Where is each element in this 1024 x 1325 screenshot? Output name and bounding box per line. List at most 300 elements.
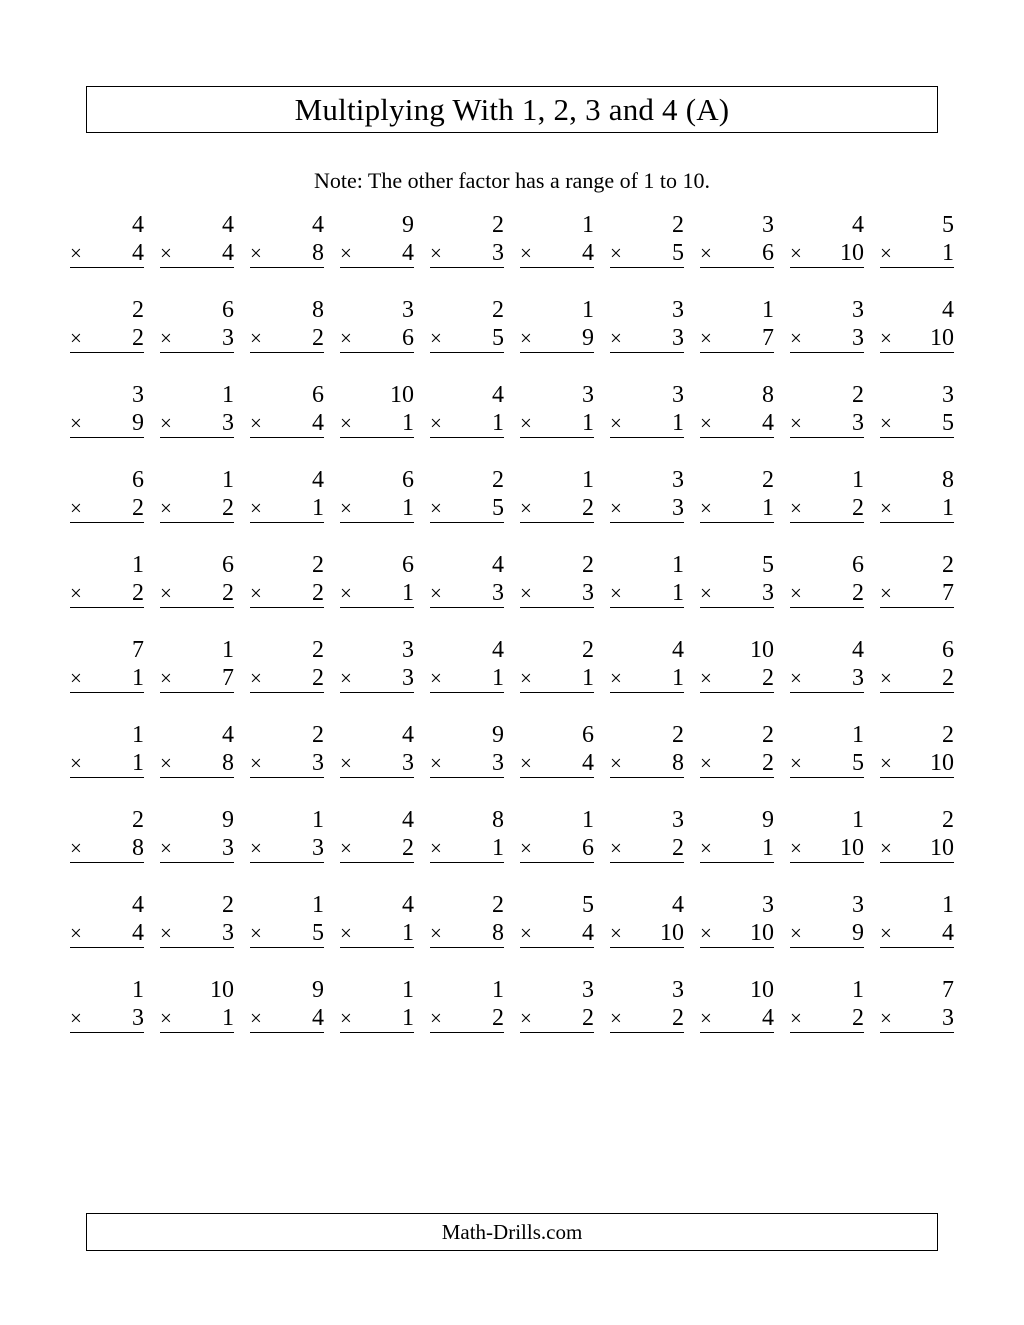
problem-bottom-factor: 8 — [492, 920, 504, 946]
problem-cell — [332, 637, 422, 722]
problem-top-factor: 6 — [402, 552, 414, 578]
multiply-operator-icon: × — [520, 921, 532, 945]
problem-bottom-factor: 1 — [582, 410, 594, 436]
multiply-operator-icon: × — [610, 836, 622, 860]
problem-cell — [602, 552, 692, 637]
problem-bottom-line — [70, 325, 144, 353]
problem-bottom-factor: 5 — [852, 750, 864, 776]
problem-cell — [512, 722, 602, 807]
problem-cell — [62, 382, 152, 467]
problem-cell — [692, 297, 782, 382]
problem-top-factor: 1 — [132, 722, 144, 748]
note-text: Note: The other factor has a range of 1 to 10. — [313, 168, 711, 193]
problem-bottom-line — [160, 240, 234, 268]
problem-bottom-factor: 2 — [582, 1005, 594, 1031]
footer-attribution: Math-Drills.com — [441, 1219, 583, 1244]
problem-bottom-factor: 3 — [222, 835, 234, 861]
multiply-operator-icon: × — [250, 836, 262, 860]
title-box — [86, 86, 938, 133]
problem-top-factor: 2 — [312, 552, 324, 578]
problem-cell — [692, 552, 782, 637]
multiply-operator-icon: × — [610, 666, 622, 690]
problem-top-factor: 1 — [672, 552, 684, 578]
multiply-operator-icon: × — [520, 1006, 532, 1030]
problem-bottom-factor: 3 — [852, 410, 864, 436]
problem-cell — [872, 892, 962, 977]
problem-bottom-line — [880, 325, 954, 353]
problem-top-factor: 5 — [942, 212, 954, 238]
problem-top-factor: 3 — [942, 382, 954, 408]
problem-bottom-line — [250, 325, 324, 353]
multiply-operator-icon: × — [880, 666, 892, 690]
problem-bottom-line — [610, 1005, 684, 1033]
problem-top-factor: 6 — [132, 467, 144, 493]
problem-bottom-line — [160, 750, 234, 778]
problem-cell — [692, 637, 782, 722]
problem-cell — [422, 212, 512, 297]
problem-bottom-line — [70, 920, 144, 948]
multiply-operator-icon: × — [700, 751, 712, 775]
problem-bottom-line — [520, 665, 594, 693]
problem-top-factor: 5 — [582, 892, 594, 918]
problem-top-factor: 3 — [672, 297, 684, 323]
problem-bottom-line — [430, 750, 504, 778]
problem-cell — [332, 892, 422, 977]
problem-bottom-line — [250, 1005, 324, 1033]
multiply-operator-icon: × — [790, 581, 802, 605]
problem-cell — [782, 297, 872, 382]
problem-bottom-factor: 1 — [762, 835, 774, 861]
problem-bottom-line — [880, 1005, 954, 1033]
multiply-operator-icon: × — [70, 326, 82, 350]
multiply-operator-icon: × — [520, 411, 532, 435]
problem-bottom-line — [250, 920, 324, 948]
problem-bottom-line — [430, 835, 504, 863]
problem-cell — [242, 297, 332, 382]
problem-cell — [872, 977, 962, 1062]
problem-bottom-factor: 2 — [132, 325, 144, 351]
problem-bottom-line — [430, 410, 504, 438]
multiply-operator-icon: × — [250, 666, 262, 690]
problem-cell — [512, 212, 602, 297]
problem-row — [62, 297, 962, 382]
problem-cell — [692, 892, 782, 977]
problem-bottom-line — [880, 750, 954, 778]
problem-top-factor: 3 — [582, 977, 594, 1003]
problem-bottom-factor: 3 — [492, 240, 504, 266]
problem-bottom-factor: 1 — [402, 410, 414, 436]
problem-cell — [872, 637, 962, 722]
problem-top-factor: 3 — [402, 297, 414, 323]
problem-bottom-factor: 3 — [672, 495, 684, 521]
problem-cell — [422, 807, 512, 892]
multiply-operator-icon: × — [250, 751, 262, 775]
problem-top-factor: 4 — [492, 382, 504, 408]
problem-cell — [512, 807, 602, 892]
problem-bottom-line — [880, 495, 954, 523]
problem-bottom-line — [700, 495, 774, 523]
problem-bottom-line — [610, 410, 684, 438]
problem-cell — [242, 977, 332, 1062]
problem-cell — [782, 892, 872, 977]
problem-bottom-factor: 7 — [942, 580, 954, 606]
multiply-operator-icon: × — [880, 326, 892, 350]
problem-bottom-line — [340, 325, 414, 353]
problem-cell — [332, 212, 422, 297]
problem-top-factor: 8 — [312, 297, 324, 323]
problem-bottom-factor: 5 — [672, 240, 684, 266]
problem-cell — [782, 637, 872, 722]
problem-cell — [872, 297, 962, 382]
problem-top-factor: 1 — [312, 807, 324, 833]
problem-bottom-line — [610, 920, 684, 948]
multiply-operator-icon: × — [610, 496, 622, 520]
problem-bottom-line — [340, 580, 414, 608]
multiply-operator-icon: × — [700, 411, 712, 435]
problem-cell — [62, 807, 152, 892]
problem-top-factor: 3 — [672, 807, 684, 833]
problem-top-factor: 4 — [402, 892, 414, 918]
problem-bottom-factor: 10 — [930, 325, 954, 351]
problem-top-factor: 4 — [942, 297, 954, 323]
problem-bottom-line — [340, 835, 414, 863]
multiply-operator-icon: × — [70, 1006, 82, 1030]
multiply-operator-icon: × — [160, 581, 172, 605]
problem-top-factor: 2 — [942, 722, 954, 748]
problem-top-factor: 1 — [852, 977, 864, 1003]
multiply-operator-icon: × — [160, 836, 172, 860]
problem-bottom-factor: 1 — [132, 665, 144, 691]
problem-bottom-line — [520, 495, 594, 523]
multiply-operator-icon: × — [790, 836, 802, 860]
problem-top-factor: 1 — [402, 977, 414, 1003]
problem-bottom-factor: 2 — [312, 665, 324, 691]
multiply-operator-icon: × — [160, 1006, 172, 1030]
problem-top-factor: 4 — [402, 807, 414, 833]
problem-top-factor: 3 — [582, 382, 594, 408]
problem-bottom-factor: 9 — [132, 410, 144, 436]
problem-bottom-line — [430, 665, 504, 693]
problem-top-factor: 1 — [582, 807, 594, 833]
problem-top-factor: 10 — [750, 637, 774, 663]
multiply-operator-icon: × — [430, 751, 442, 775]
multiply-operator-icon: × — [520, 666, 532, 690]
problem-bottom-factor: 2 — [852, 580, 864, 606]
multiply-operator-icon: × — [340, 411, 352, 435]
problem-bottom-factor: 8 — [312, 240, 324, 266]
multiply-operator-icon: × — [160, 666, 172, 690]
problem-bottom-line — [700, 665, 774, 693]
multiply-operator-icon: × — [700, 241, 712, 265]
multiply-operator-icon: × — [610, 1006, 622, 1030]
problem-bottom-line — [880, 580, 954, 608]
problem-cell — [782, 467, 872, 552]
problem-cell — [242, 552, 332, 637]
problem-top-factor: 8 — [492, 807, 504, 833]
problem-top-factor: 10 — [210, 977, 234, 1003]
problem-bottom-line — [430, 325, 504, 353]
problem-bottom-line — [430, 1005, 504, 1033]
problem-cell — [62, 467, 152, 552]
problem-bottom-factor: 10 — [660, 920, 684, 946]
problem-bottom-factor: 2 — [312, 580, 324, 606]
problem-top-factor: 3 — [672, 382, 684, 408]
problem-cell — [512, 552, 602, 637]
problem-bottom-line — [70, 1005, 144, 1033]
problem-bottom-line — [250, 665, 324, 693]
multiply-operator-icon: × — [340, 581, 352, 605]
problem-top-factor: 6 — [582, 722, 594, 748]
problem-bottom-factor: 3 — [672, 325, 684, 351]
problem-bottom-factor: 5 — [492, 325, 504, 351]
multiply-operator-icon: × — [790, 241, 802, 265]
problem-bottom-factor: 3 — [312, 750, 324, 776]
multiply-operator-icon: × — [250, 326, 262, 350]
problem-bottom-factor: 3 — [402, 750, 414, 776]
problem-top-factor: 6 — [312, 382, 324, 408]
problem-bottom-line — [880, 240, 954, 268]
problem-top-factor: 1 — [582, 297, 594, 323]
problem-cell — [152, 382, 242, 467]
problem-cell — [422, 892, 512, 977]
problem-cell — [872, 382, 962, 467]
multiply-operator-icon: × — [520, 326, 532, 350]
problem-top-factor: 5 — [762, 552, 774, 578]
problem-cell — [602, 807, 692, 892]
problem-bottom-line — [250, 580, 324, 608]
problem-cell — [62, 892, 152, 977]
problem-top-factor: 8 — [942, 467, 954, 493]
multiply-operator-icon: × — [880, 836, 892, 860]
problem-bottom-line — [880, 920, 954, 948]
problem-top-factor: 3 — [672, 467, 684, 493]
problem-cell — [332, 297, 422, 382]
multiply-operator-icon: × — [160, 411, 172, 435]
multiply-operator-icon: × — [520, 836, 532, 860]
problem-grid — [62, 212, 962, 1062]
problem-row — [62, 977, 962, 1062]
problem-bottom-factor: 2 — [132, 495, 144, 521]
problem-top-factor: 1 — [852, 722, 864, 748]
problem-bottom-line — [790, 835, 864, 863]
problem-bottom-factor: 3 — [852, 665, 864, 691]
multiply-operator-icon: × — [430, 496, 442, 520]
problem-bottom-factor: 2 — [672, 835, 684, 861]
problem-bottom-factor: 5 — [492, 495, 504, 521]
problem-bottom-factor: 6 — [582, 835, 594, 861]
problem-top-factor: 10 — [390, 382, 414, 408]
problem-top-factor: 2 — [132, 297, 144, 323]
problem-bottom-line — [430, 920, 504, 948]
multiply-operator-icon: × — [70, 241, 82, 265]
multiply-operator-icon: × — [880, 411, 892, 435]
problem-bottom-line — [160, 920, 234, 948]
multiply-operator-icon: × — [250, 581, 262, 605]
problem-bottom-line — [160, 580, 234, 608]
problem-bottom-factor: 10 — [750, 920, 774, 946]
multiply-operator-icon: × — [700, 581, 712, 605]
problem-bottom-factor: 3 — [942, 1005, 954, 1031]
problem-cell — [422, 637, 512, 722]
multiply-operator-icon: × — [70, 496, 82, 520]
problem-bottom-factor: 10 — [930, 750, 954, 776]
multiply-operator-icon: × — [430, 326, 442, 350]
problem-bottom-factor: 10 — [840, 835, 864, 861]
problem-bottom-factor: 4 — [132, 920, 144, 946]
problem-bottom-line — [880, 835, 954, 863]
problem-bottom-factor: 2 — [492, 1005, 504, 1031]
problem-bottom-line — [610, 325, 684, 353]
problem-bottom-factor: 3 — [852, 325, 864, 351]
problem-bottom-factor: 3 — [762, 580, 774, 606]
problem-bottom-factor: 4 — [762, 1005, 774, 1031]
problem-cell — [152, 977, 242, 1062]
problem-top-factor: 2 — [672, 212, 684, 238]
multiply-operator-icon: × — [430, 836, 442, 860]
problem-cell — [152, 297, 242, 382]
problem-cell — [152, 892, 242, 977]
multiply-operator-icon: × — [610, 921, 622, 945]
problem-top-factor: 8 — [762, 382, 774, 408]
problem-cell — [62, 722, 152, 807]
problem-bottom-factor: 4 — [582, 920, 594, 946]
problem-top-factor: 9 — [312, 977, 324, 1003]
problem-top-factor: 3 — [762, 892, 774, 918]
problem-bottom-line — [70, 835, 144, 863]
problem-top-factor: 2 — [942, 807, 954, 833]
problem-cell — [602, 637, 692, 722]
multiply-operator-icon: × — [790, 496, 802, 520]
problem-bottom-factor: 3 — [132, 1005, 144, 1031]
problem-top-factor: 1 — [222, 382, 234, 408]
problem-top-factor: 3 — [762, 212, 774, 238]
multiply-operator-icon: × — [880, 751, 892, 775]
problem-top-factor: 6 — [402, 467, 414, 493]
problem-bottom-factor: 3 — [492, 580, 504, 606]
problem-cell — [602, 467, 692, 552]
multiply-operator-icon: × — [340, 666, 352, 690]
problem-top-factor: 2 — [492, 892, 504, 918]
problem-bottom-factor: 4 — [312, 410, 324, 436]
problem-bottom-line — [520, 835, 594, 863]
footer-box — [86, 1213, 938, 1251]
problem-cell — [62, 977, 152, 1062]
problem-top-factor: 4 — [492, 552, 504, 578]
multiply-operator-icon: × — [340, 1006, 352, 1030]
problem-bottom-line — [520, 240, 594, 268]
problem-bottom-line — [160, 495, 234, 523]
problem-bottom-factor: 4 — [132, 240, 144, 266]
problem-cell — [692, 977, 782, 1062]
problem-top-factor: 4 — [672, 892, 684, 918]
problem-cell — [782, 722, 872, 807]
problem-bottom-factor: 9 — [582, 325, 594, 351]
problem-bottom-line — [340, 1005, 414, 1033]
problem-bottom-line — [610, 665, 684, 693]
problem-bottom-factor: 6 — [402, 325, 414, 351]
problem-bottom-factor: 1 — [942, 495, 954, 521]
problem-cell — [602, 297, 692, 382]
problem-cell — [692, 467, 782, 552]
problem-row — [62, 212, 962, 297]
problem-cell — [242, 382, 332, 467]
problem-row — [62, 637, 962, 722]
problem-cell — [152, 807, 242, 892]
problem-cell — [422, 977, 512, 1062]
problem-bottom-factor: 3 — [492, 750, 504, 776]
problem-bottom-factor: 2 — [402, 835, 414, 861]
problem-top-factor: 4 — [222, 722, 234, 748]
problem-bottom-line — [790, 325, 864, 353]
problem-bottom-factor: 4 — [222, 240, 234, 266]
problem-bottom-line — [520, 1005, 594, 1033]
problem-bottom-line — [340, 240, 414, 268]
page-title: Multiplying With 1, 2, 3 and 4 (A) — [294, 91, 730, 127]
problem-bottom-factor: 3 — [222, 325, 234, 351]
problem-top-factor: 1 — [762, 297, 774, 323]
multiply-operator-icon: × — [790, 751, 802, 775]
multiply-operator-icon: × — [340, 496, 352, 520]
problem-bottom-factor: 4 — [942, 920, 954, 946]
problem-cell — [872, 807, 962, 892]
problem-bottom-line — [70, 495, 144, 523]
problem-bottom-line — [340, 920, 414, 948]
problem-bottom-line — [790, 580, 864, 608]
problem-bottom-line — [160, 1005, 234, 1033]
problem-top-factor: 1 — [492, 977, 504, 1003]
multiply-operator-icon: × — [610, 581, 622, 605]
problem-cell — [782, 552, 872, 637]
multiply-operator-icon: × — [430, 581, 442, 605]
multiply-operator-icon: × — [880, 581, 892, 605]
problem-bottom-factor: 1 — [672, 580, 684, 606]
problem-cell — [62, 297, 152, 382]
multiply-operator-icon: × — [610, 326, 622, 350]
multiply-operator-icon: × — [250, 496, 262, 520]
problem-top-factor: 2 — [762, 722, 774, 748]
problem-cell — [332, 467, 422, 552]
problem-bottom-factor: 2 — [672, 1005, 684, 1031]
multiply-operator-icon: × — [160, 921, 172, 945]
problem-cell — [62, 212, 152, 297]
problem-bottom-line — [700, 580, 774, 608]
problem-top-factor: 6 — [222, 552, 234, 578]
problem-bottom-line — [430, 495, 504, 523]
problem-bottom-factor: 3 — [222, 920, 234, 946]
multiply-operator-icon: × — [700, 496, 712, 520]
problem-top-factor: 2 — [312, 637, 324, 663]
problem-bottom-line — [250, 495, 324, 523]
multiply-operator-icon: × — [340, 241, 352, 265]
problem-bottom-factor: 4 — [762, 410, 774, 436]
problem-top-factor: 1 — [582, 467, 594, 493]
multiply-operator-icon: × — [610, 411, 622, 435]
problem-bottom-factor: 3 — [222, 410, 234, 436]
problem-top-factor: 4 — [312, 212, 324, 238]
problem-bottom-line — [250, 240, 324, 268]
problem-bottom-line — [520, 580, 594, 608]
multiply-operator-icon: × — [520, 751, 532, 775]
problem-bottom-factor: 6 — [762, 240, 774, 266]
problem-bottom-factor: 1 — [402, 920, 414, 946]
problem-bottom-line — [70, 410, 144, 438]
problem-bottom-factor: 5 — [312, 920, 324, 946]
problem-bottom-factor: 2 — [852, 495, 864, 521]
problem-top-factor: 2 — [942, 552, 954, 578]
problem-top-factor: 7 — [132, 637, 144, 663]
problem-bottom-factor: 8 — [222, 750, 234, 776]
problem-top-factor: 4 — [132, 892, 144, 918]
